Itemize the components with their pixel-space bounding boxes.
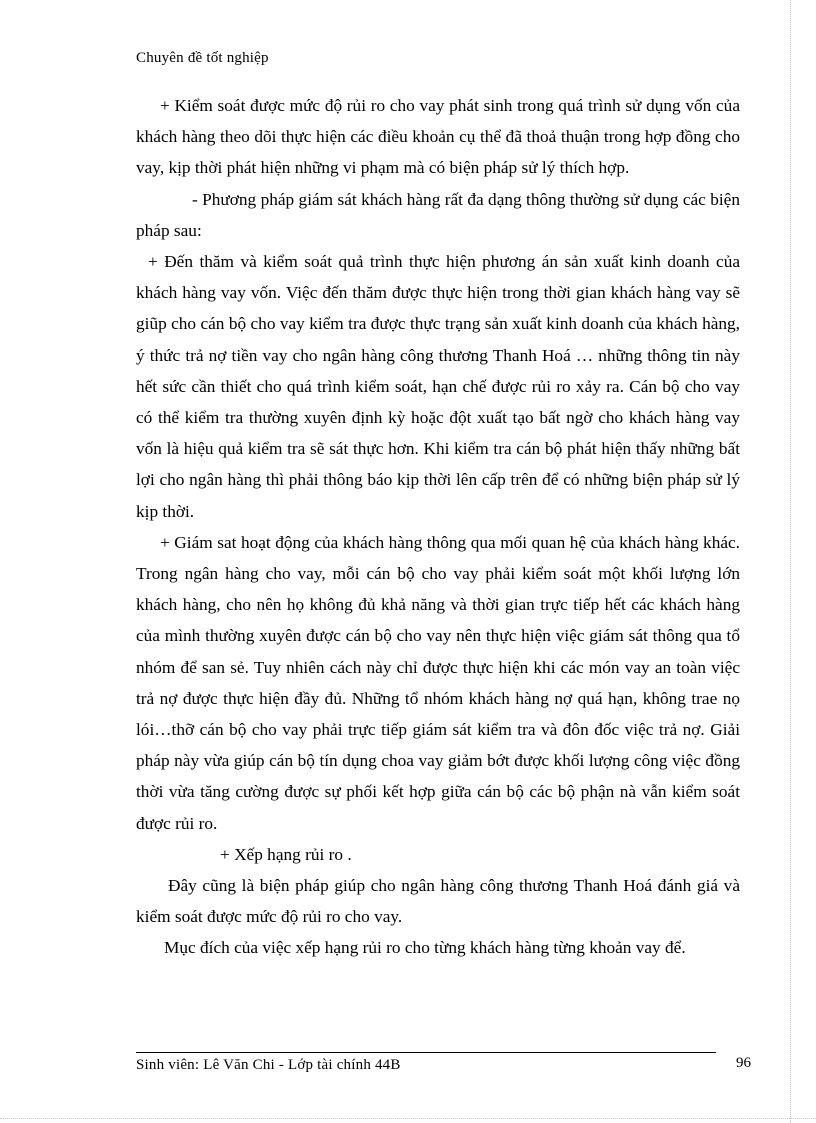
page-number: 96 bbox=[736, 1055, 751, 1071]
paragraph-7: Mục đích của việc xếp hạng rủi ro cho từng khách hàng từng khoản vay để. bbox=[164, 938, 686, 958]
paragraph-6: Đây cũng là biện pháp giúp cho ngân hàng công thương Thanh Hoá đánh giá và kiểm soát được mức độ rủi ro cho vay. bbox=[136, 876, 740, 927]
paragraph-1: + Kiểm soát được mức độ rủi ro cho vay phát sinh trong quá trình sử dụng vốn của khách hàng theo dõi thực hiện các điều khoản cụ thể đã thoả thuận trong hợp đồng cho vay, kịp thời phát hiện những vi phạm mà có biện pháp sử lý thích hợp. bbox=[136, 96, 740, 178]
page-border-right bbox=[790, 0, 791, 1123]
paragraph-2: - Phương pháp giám sát khách hàng rất đa dạng thông thường sử dụng các biện pháp sau: bbox=[136, 189, 740, 240]
footer-divider bbox=[136, 1052, 716, 1053]
paragraph-5-heading: + Xếp hạng rủi ro . bbox=[220, 844, 352, 864]
page-border-bottom bbox=[0, 1118, 816, 1119]
paragraph-3: + Đến thăm và kiểm soát quả trình thực hiện phương án sản xuất kinh doanh của khách hàng vay vốn. Việc đến thăm được thực hiện trong thời gian khách hàng vay sẽ giũp cho cán bộ cho vay kiểm tra được thực trạng sản xuất kinh doanh của khách hàng, ý thức trả nợ tiền vay cho ngân hàng công thương Thanh Hoá … những thông tin này hết sức cần thiết cho quá trình kiểm soát, hạn chế được rủi ro xảy ra. Cán bộ cho vay có thể kiểm tra thường xuyên định kỳ hoặc đột xuất tạo bất ngờ cho khách hàng vay vốn là hiệu quả kiểm tra sẽ sát thực hơn. Khi kiểm tra cán bộ phát hiện thấy những bất lợi cho ngân hàng thì phải thông báo kịp thời lên cấp trên để có những biện pháp sử lý kịp thời. bbox=[136, 252, 740, 521]
footer-student-info: Sinh viên: Lê Văn Chi - Lớp tài chính 44B bbox=[136, 1057, 401, 1073]
running-header: Chuyên đề tốt nghiệp bbox=[136, 50, 269, 66]
paragraph-4: + Giám sat hoạt động của khách hàng thông qua mối quan hệ của khách hàng khác. Trong ngân hàng cho vay, mỗi cán bộ cho vay phải kiểm soát một khối lượng lớn khách hàng, cho nên họ không đủ khả năng và thời gian trực tiếp hết các khách hàng của mình thường xuyên được cán bộ cho vay nên thực hiện việc giám sát thông qua tổ nhóm để san sẻ. Tuy nhiên cách này chỉ được thực hiện khi các món vay an toàn việc trả nợ được thực hiện đầy đủ. Những tổ nhóm khách hàng nợ quá hạn, không trae nọ lói…thỡ cán bộ cho vay phải trực tiếp giám sát kiểm tra và đôn đốc việc trả nợ. Giải pháp này vừa giúp cán bộ tín dụng choa vay giảm bớt được khối lượng công việc đồng thời vừa tăng cường được sự phối kết hợp giữa cán bộ các bộ phận nà vẫn kiểm soát được rủi ro. bbox=[136, 532, 740, 833]
body-text bbox=[136, 90, 740, 964]
